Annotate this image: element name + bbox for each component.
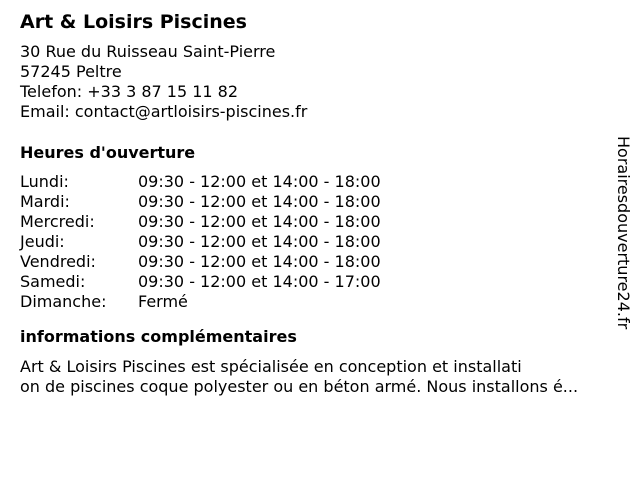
hours-row: [20, 232, 620, 252]
opening-hours-table: [20, 172, 620, 312]
hours-time: 09:30 - 12:00 et 14:00 - 18:00: [138, 172, 381, 191]
hours-time: 09:30 - 12:00 et 14:00 - 18:00: [138, 232, 381, 251]
hours-day: Dimanche:: [20, 292, 107, 311]
opening-hours-title: Heures d'ouverture: [20, 143, 196, 162]
additional-info-title: informations complémentaires: [20, 327, 297, 346]
hours-time: 09:30 - 12:00 et 14:00 - 18:00: [138, 252, 381, 271]
info-line: on de piscines coque polyester ou en béton armé. Nous installons é...: [20, 377, 579, 396]
email-address: Email: contact@artloisirs-piscines.fr: [20, 102, 308, 121]
hours-row: [20, 252, 620, 272]
hours-time: 09:30 - 12:00 et 14:00 - 17:00: [138, 272, 381, 291]
hours-day: Lundi:: [20, 172, 69, 191]
address-block: [20, 42, 620, 122]
additional-info-text: [20, 357, 620, 397]
hours-row: [20, 192, 620, 212]
hours-day: Vendredi:: [20, 252, 96, 271]
business-name: Art & Loisirs Piscines: [20, 11, 247, 33]
hours-day: Samedi:: [20, 272, 86, 291]
street-address: 30 Rue du Ruisseau Saint-Pierre: [20, 42, 276, 61]
hours-time: 09:30 - 12:00 et 14:00 - 18:00: [138, 212, 381, 231]
hours-row: [20, 172, 620, 192]
hours-row: [20, 292, 620, 312]
hours-row: [20, 272, 620, 292]
hours-day: Mardi:: [20, 192, 70, 211]
info-line: Art & Loisirs Piscines est spécialisée en conception et installati: [20, 357, 522, 376]
hours-row: [20, 212, 620, 232]
hours-time: Fermé: [138, 292, 188, 311]
phone-number: Telefon: +33 3 87 15 11 82: [20, 82, 239, 101]
hours-day: Mercredi:: [20, 212, 95, 231]
postal-city: 57245 Peltre: [20, 62, 122, 81]
hours-day: Jeudi:: [20, 232, 65, 251]
site-watermark: Horairesdouverture24.fr: [614, 136, 633, 330]
hours-time: 09:30 - 12:00 et 14:00 - 18:00: [138, 192, 381, 211]
business-card: [20, 9, 620, 397]
